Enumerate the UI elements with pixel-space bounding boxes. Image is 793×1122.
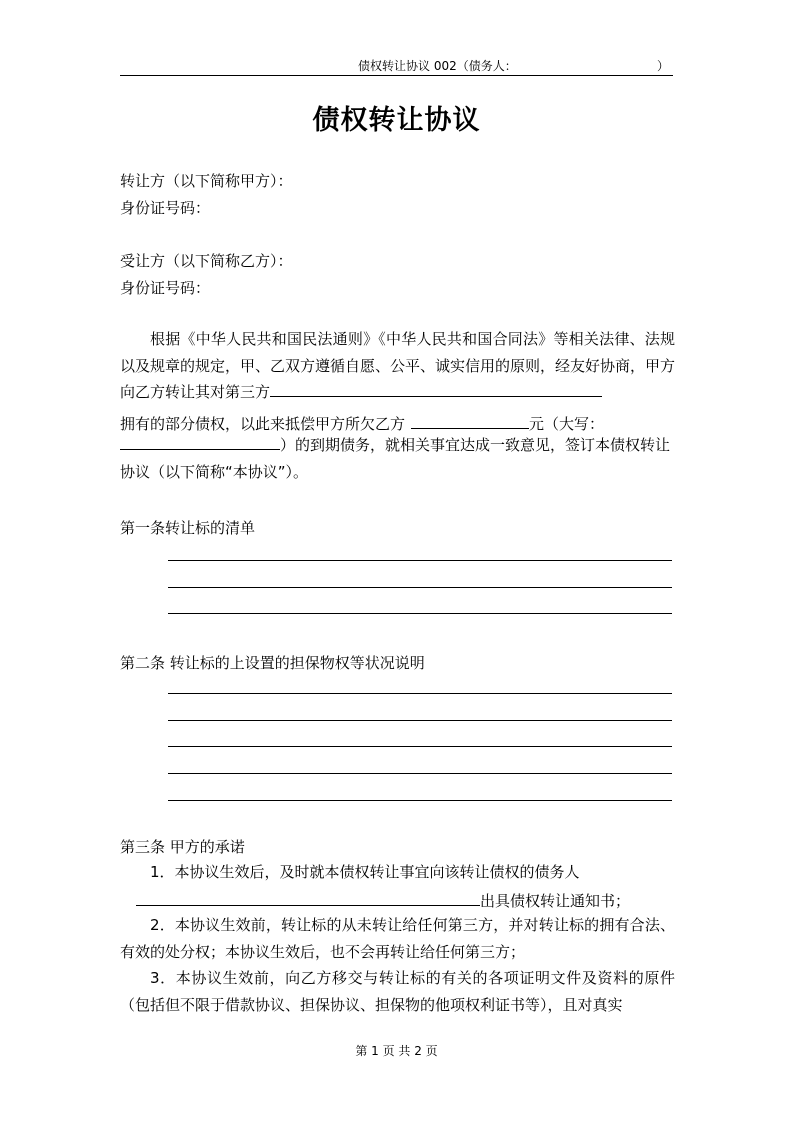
amount-words-blank — [120, 433, 280, 450]
document-title: 债权转让协议 — [312, 105, 481, 136]
transferee-id-label: 身份证号码： — [120, 279, 211, 297]
article-2-rule — [168, 746, 672, 747]
header-text: 债权转让协议 002（债务人： — [358, 59, 517, 73]
page-header — [120, 57, 673, 76]
intro-paragraph — [120, 326, 675, 406]
article-2-rule — [168, 693, 672, 694]
article-2-rule — [168, 720, 672, 721]
page-footer: 第 1 页 共 2 页 — [355, 1044, 438, 1058]
third-party-blank — [270, 380, 602, 397]
article-1-rule — [168, 560, 672, 561]
intro-text-3: 元（大写： — [529, 415, 605, 433]
intro-text-4: ）的到期债务，就相关事宜达成一致意见，签订本债权转让协议（以下简称“本协议”）。 — [120, 436, 671, 481]
article-2-title: 第二条 转让标的上设置的担保物权等状况说明 — [120, 654, 425, 672]
article-3-title: 第三条 甲方的承诺 — [120, 838, 245, 856]
article-2-rule — [168, 773, 672, 774]
header-close-paren: ） — [656, 59, 669, 73]
article-3-item-1-tail: 出具债权转让通知书； — [480, 892, 631, 910]
intro-text-1: 根据《中华人民共和国民法通则》《中华人民共和国合同法》等相关法律、法规以及规章的规定，甲、乙双方遵循自愿、公平、诚实信用的原则，经友好协商，甲方向乙方转让其对第三方 — [120, 330, 676, 401]
intro-tail — [120, 432, 675, 485]
article-1-rule — [168, 613, 672, 614]
amount-blank — [411, 412, 529, 429]
article-2-rule — [168, 800, 672, 801]
intro-text-2: 拥有的部分债权，以此来抵偿甲方所欠乙方 — [120, 415, 406, 433]
transferee-label: 受让方（以下简称乙方）： — [120, 252, 293, 270]
transferor-id-label: 身份证号码： — [120, 199, 211, 217]
intro-line-4 — [120, 412, 604, 434]
article-3-item-1: 1．本协议生效后，及时就本债权转让事宜向该转让债权的债务人 — [150, 863, 580, 881]
article-1-rule — [168, 587, 672, 588]
transferor-label: 转让方（以下简称甲方）： — [120, 172, 293, 190]
article-1-title: 第一条转让标的清单 — [120, 519, 256, 537]
debtor-blank — [136, 889, 480, 906]
article-3-item-2: 2．本协议生效前，转让标的从未转让给任何第三方，并对转让标的拥有合法、有效的处分权；本协议生效后，也不会再转让给任何第三方； — [120, 916, 675, 961]
article-3-item-3: 3．本协议生效前，向乙方移交与转让标的有关的各项证明文件及资料的原件（包括但不限于借款协议、担保协议、担保物的他项权利证书等），且对真实 — [120, 969, 675, 1014]
article-3-item-1-cont — [136, 889, 630, 911]
